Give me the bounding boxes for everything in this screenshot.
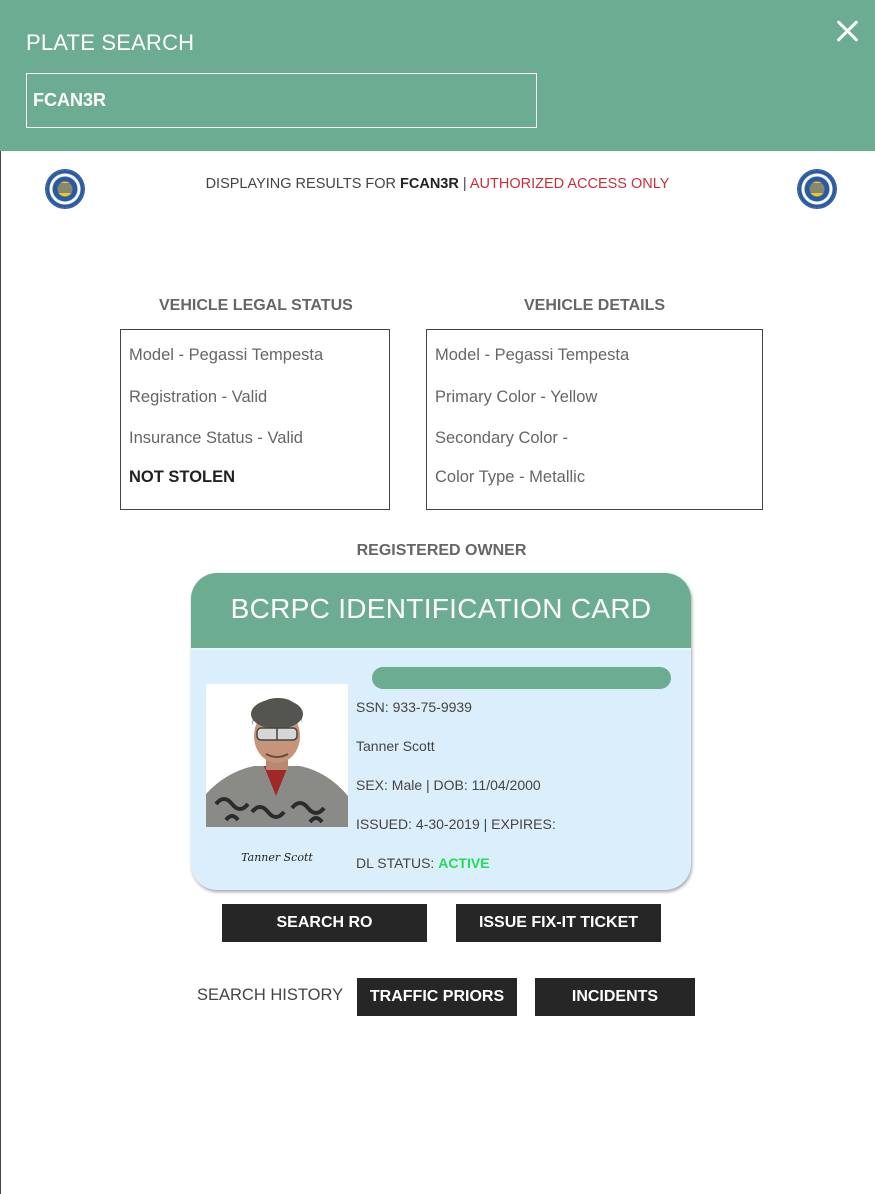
id-card-header <box>191 573 691 648</box>
id-card-title: BCRPC IDENTIFICATION CARD <box>230 593 652 624</box>
results-banner <box>0 176 875 192</box>
vehicle-details-box <box>426 329 763 510</box>
search-history-label: SEARCH HISTORY <box>197 986 344 1004</box>
avatar-icon <box>206 684 348 827</box>
search-ro-button[interactable]: SEARCH RO <box>222 904 427 942</box>
id-card-bar <box>372 667 671 689</box>
owner-photo <box>206 684 348 827</box>
owner-dl-status <box>356 855 490 871</box>
results-plate: FCAN3R <box>400 176 459 192</box>
legal-status-box <box>120 329 390 510</box>
owner-signature: Tanner Scott <box>241 851 313 864</box>
details-primary-color: Primary Color - Yellow <box>435 388 598 406</box>
dl-status-label: DL STATUS: <box>356 855 439 871</box>
issue-fix-it-ticket-button[interactable]: ISSUE FIX-IT TICKET <box>456 904 661 942</box>
details-color-type: Color Type - Metallic <box>435 468 586 486</box>
authorized-warning: AUTHORIZED ACCESS ONLY <box>469 176 670 192</box>
details-model: Model - Pegassi Tempesta <box>435 346 630 364</box>
header <box>0 0 875 151</box>
id-card-divider <box>191 648 691 650</box>
vehicle-details-title: VEHICLE DETAILS <box>524 297 666 314</box>
owner-sex-dob: SEX: Male | DOB: 11/04/2000 <box>356 777 541 793</box>
owner-name: Tanner Scott <box>356 738 435 754</box>
owner-issued: ISSUED: 4-30-2019 | EXPIRES: <box>356 816 556 832</box>
owner-ssn: SSN: 933-75-9939 <box>356 699 472 715</box>
details-secondary-color: Secondary Color - <box>435 429 568 447</box>
plate-search-input[interactable] <box>26 73 537 128</box>
incidents-button[interactable]: INCIDENTS <box>535 978 695 1016</box>
close-icon[interactable] <box>833 16 863 46</box>
page-title: PLATE SEARCH <box>26 30 195 55</box>
legal-status-title: VEHICLE LEGAL STATUS <box>159 297 353 314</box>
registered-owner-title: REGISTERED OWNER <box>356 542 527 559</box>
legal-insurance: Insurance Status - Valid <box>129 429 303 447</box>
dl-status-value: ACTIVE <box>438 855 490 871</box>
traffic-priors-button[interactable]: TRAFFIC PRIORS <box>357 978 517 1016</box>
legal-registration: Registration - Valid <box>129 388 268 406</box>
results-prefix: DISPLAYING RESULTS FOR <box>205 176 401 192</box>
legal-model: Model - Pegassi Tempesta <box>129 346 324 364</box>
id-card <box>191 573 691 890</box>
results-separator: | <box>458 176 470 192</box>
stolen-status: NOT STOLEN <box>129 468 236 486</box>
